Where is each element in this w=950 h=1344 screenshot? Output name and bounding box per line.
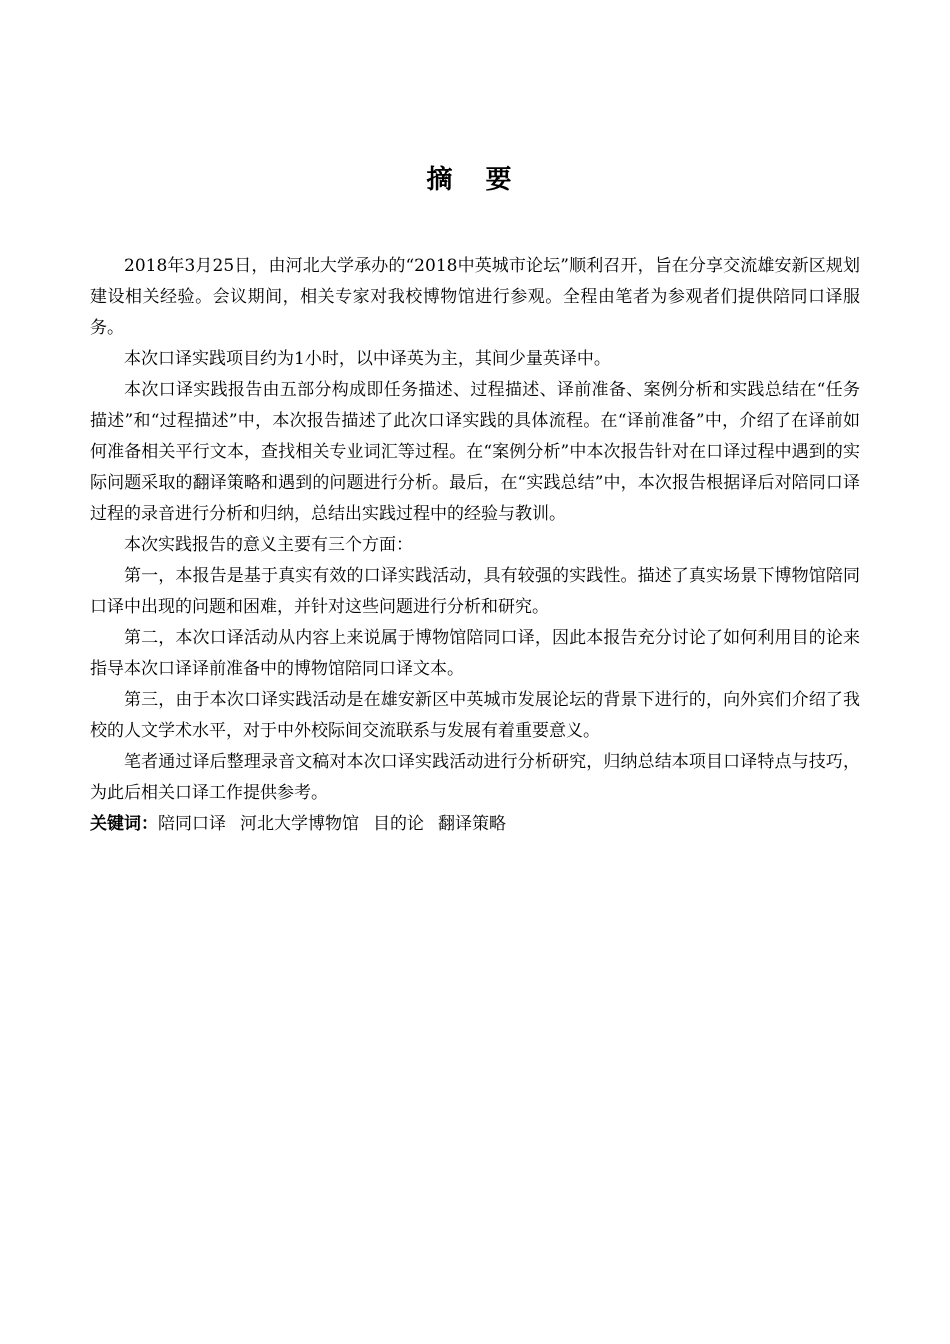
paragraph-point-one: 第一，本报告是基于真实有效的口译实践活动，具有较强的实践性。描述了真实场景下博物馆陪同口译中出现的问题和困难，并针对这些问题进行分析和研究。 [90, 566, 860, 617]
paragraph-duration: 本次口译实践项目约为1小时，以中译英为主，其间少量英译中。 [124, 349, 611, 369]
paragraph-significance: 本次实践报告的意义主要有三个方面： [124, 535, 413, 555]
keyword-item: 翻译策略 [438, 814, 506, 834]
keyword-item: 目的论 [373, 814, 424, 834]
paragraph-point-three: 第三，由于本次口译实践活动是在雄安新区中英城市发展论坛的背景下进行的，向外宾们介绍了我校的人文学术水平，对于中外校际间交流联系与发展有着重要意义。 [90, 690, 860, 741]
keyword-item: 河北大学博物馆 [240, 814, 359, 834]
paragraph-intro: 2018年3月25日，由河北大学承办的“2018中英城市论坛”顺利召开，旨在分享交流雄安新区规划建设相关经验。会议期间，相关专家对我校博物馆进行参观。全程由笔者为参观者们提供陪同口译服务。 [90, 256, 860, 338]
paragraph-point-two: 第二，本次口译活动从内容上来说属于博物馆陪同口译，因此本报告充分讨论了如何利用目的论来指导本次口译译前准备中的博物馆陪同口译文本。 [90, 628, 860, 679]
keywords-label: 关键词： [90, 814, 158, 834]
paragraph-conclusion: 笔者通过译后整理录音文稿对本次口译实践活动进行分析研究，归纳总结本项目口译特点与技巧，为此后相关口译工作提供参考。 [90, 752, 860, 803]
abstract-body [90, 251, 860, 840]
page-title: 摘 要 [426, 165, 524, 195]
paragraph-structure: 本次口译实践报告由五部分构成即任务描述、过程描述、译前准备、案例分析和实践总结在“任务描述”和“过程描述”中，本次报告描述了此次口译实践的具体流程。在“译前准备”中，介绍了在译前如何准备相关平行文本，查找相关专业词汇等过程。在“案例分析”中本次报告针对在口译过程中遇到的实际问题采取的翻译策略和遇到的问题进行分析。最后，在“实践总结”中，本次报告根据译后对陪同口译过程的录音进行分析和归纳，总结出实践过程中的经验与教训。 [90, 380, 860, 524]
keywords-line [90, 809, 860, 840]
keyword-item: 陪同口译 [158, 814, 226, 834]
